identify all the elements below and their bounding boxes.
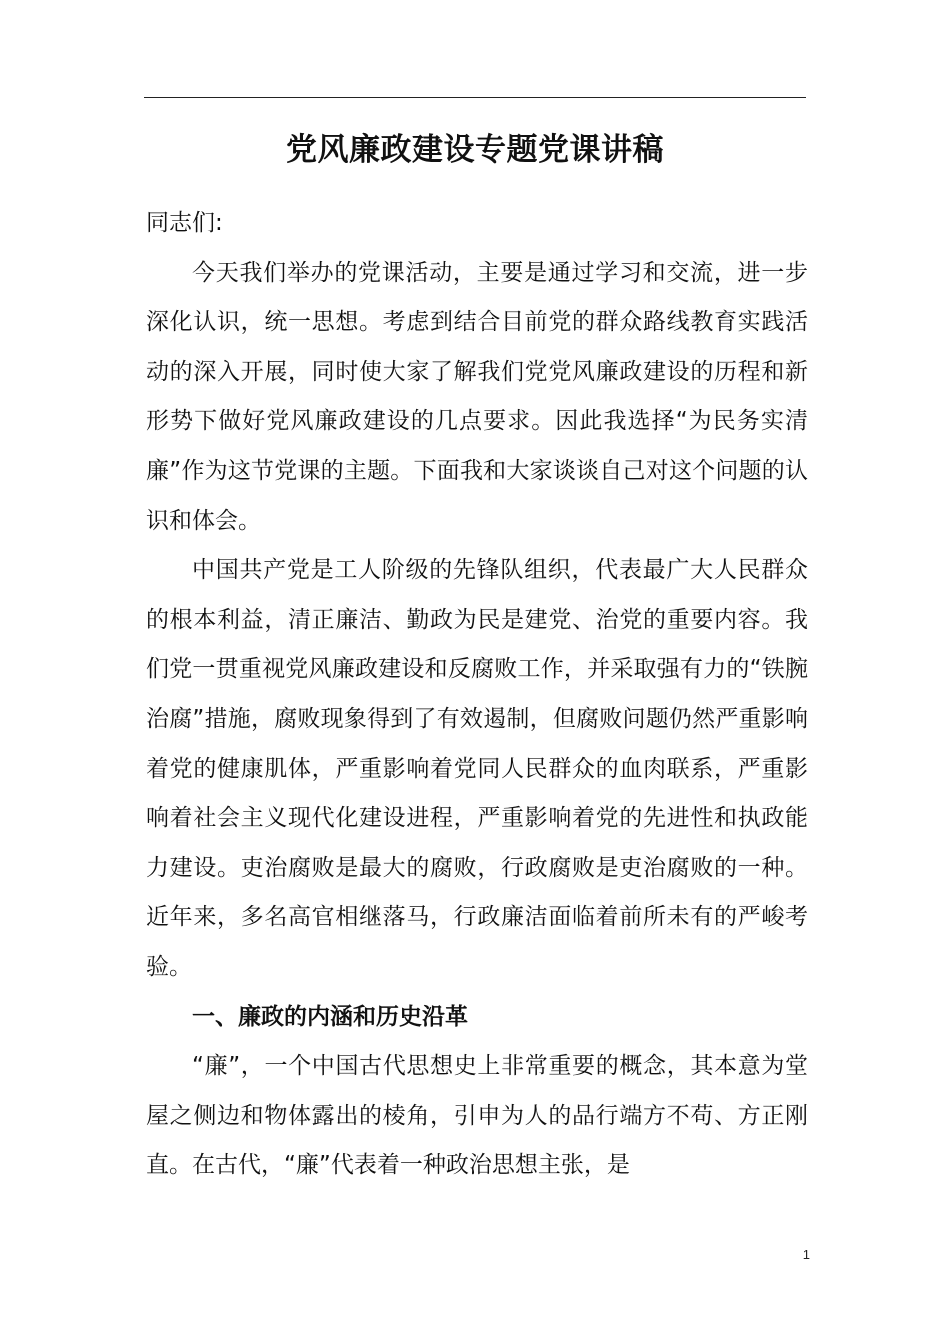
document-title: 党风廉政建设专题党课讲稿 — [286, 132, 664, 168]
paragraph-background: 中国共产党是工人阶级的先锋队组织，代表最广大人民群众的根本利益，清正廉洁、勤政为民是建党、治党的重要内容。我们党一贯重视党风廉政建设和反腐败工作，并采取强有力的“铁腕治腐”措施，腐败现象得到了有效遏制，但腐败问题仍然严重影响着党的健康肌体，严重影响着党同人民群众的血肉联系，严重影响着社会主义现代化建设进程，严重影响着党的先进性和执政能力建设。吏治腐败是最大的腐败，行政腐败是吏治腐败的一种。近年来，多名高官相继落马，行政廉洁面临着前所未有的严峻考验。 — [146, 557, 808, 980]
section-heading: 一、廉政的内涵和历史沿革 — [192, 1003, 468, 1030]
paragraph-section-one: “廉”，一个中国古代思想史上非常重要的概念，其本意为堂屋之侧边和物体露出的棱角，引申为人的品行端方不苟、方正刚直。在古代，“廉”代表着一种政治思想主张，是 — [146, 1053, 808, 1179]
paragraph-intro: 今天我们举办的党课活动，主要是通过学习和交流，进一步深化认识，统一思想。考虑到结合目前党的群众路线教育实践活动的深入开展，同时使大家了解我们党党风廉政建设的历程和新形势下做好党风廉政建设的几点要求。因此我选择“为民务实清廉”作为这节党课的主题。下面我和大家谈谈自己对这个问题的认识和体会。 — [146, 259, 808, 534]
document-body — [146, 199, 808, 1191]
header-rule — [144, 97, 806, 98]
salutation: 同志们: — [146, 210, 223, 236]
page-number: 1 — [802, 1247, 810, 1262]
